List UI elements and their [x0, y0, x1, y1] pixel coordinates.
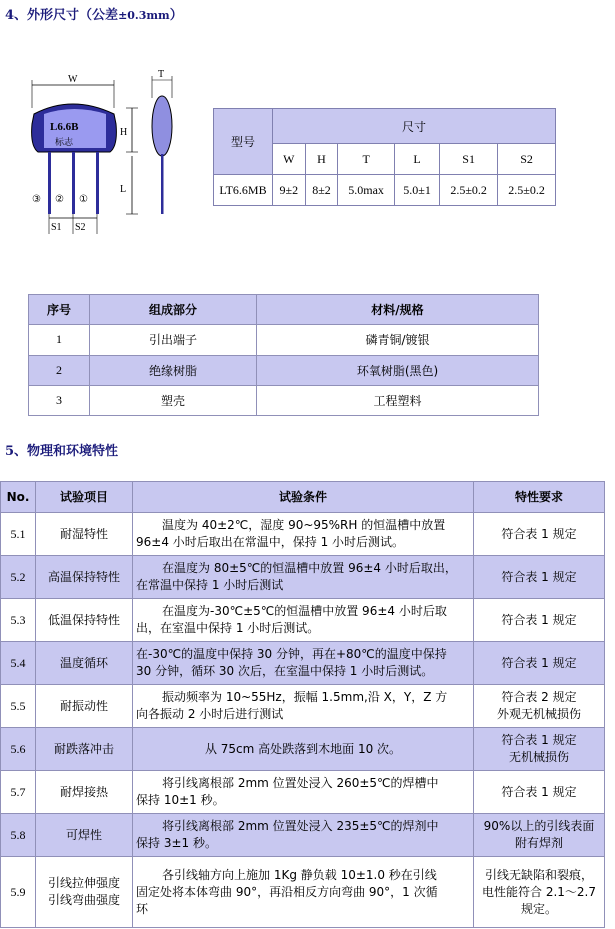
lead-3: [48, 152, 51, 214]
test-condition: 从 75cm 高处跌落到木地面 10 次。: [133, 728, 473, 770]
table-row: [29, 386, 538, 415]
section-number: 5、: [5, 444, 28, 459]
table-row: [1, 599, 604, 641]
test-no: 5.7: [1, 771, 35, 813]
side-view-lead: [161, 154, 164, 214]
col-header: W: [273, 144, 305, 174]
mat-header-no: 序号: [29, 295, 89, 324]
test-requirement: 引线无缺陷和裂痕， 电性能符合 2.1～2.7 规定。: [474, 857, 604, 927]
section-number: 4、: [5, 8, 28, 23]
test-item: 低温保持特性: [36, 599, 132, 641]
col-header: T: [338, 144, 394, 174]
mat-no: 2: [29, 356, 89, 385]
table-row: [1, 814, 604, 856]
dim-label-s2: S2: [75, 222, 86, 233]
test-requirement: 90%以上的引线表面 附有焊剂: [474, 814, 604, 856]
environment-test-table: [0, 481, 605, 928]
test-item: 耐振动性: [36, 685, 132, 727]
col-header: S2: [498, 144, 555, 174]
test-condition: 将引线离根部 2mm 位置处浸入 260±5℃的焊槽中 保持 10±1 秒。: [133, 771, 473, 813]
table-row: [1, 857, 604, 927]
test-condition: 各引线轴方向上施加 1Kg 静负载 10±1.0 秒在引线 固定处将本体弯曲 90°，再沿相反方向弯曲 90°，1 次循 环: [133, 857, 473, 927]
mat-header-material: 材料/规格: [257, 295, 538, 324]
table-row: [1, 642, 604, 684]
table-row: [1, 728, 604, 770]
table-row: [1, 513, 604, 555]
table-row: [1, 771, 604, 813]
test-requirement: 符合表 1 规定 无机械损伤: [474, 728, 604, 770]
size-header: 尺寸: [273, 109, 555, 143]
dim-label-l: L: [120, 184, 127, 195]
dim-value: 8±2: [306, 175, 338, 205]
mark-sub-text: 标志: [55, 137, 74, 147]
dim-value: 2.5±0.2: [498, 175, 555, 205]
pin-3-label: ③: [32, 194, 41, 205]
mat-material: 磷青铜/镀银: [257, 325, 538, 354]
mat-part: 塑壳: [90, 386, 256, 415]
test-condition: 温度为 40±2℃，湿度 90~95%RH 的恒温槽中放置 96±4 小时后取出在常温中，保持 1 小时后测试。: [133, 513, 473, 555]
tolerance-value: ±0.3mm: [118, 9, 170, 22]
test-item: 引线拉伸强度 引线弯曲强度: [36, 857, 132, 927]
test-requirement: 符合表 1 规定: [474, 556, 604, 598]
test-item: 高温保持特性: [36, 556, 132, 598]
test-item: 耐跌落冲击: [36, 728, 132, 770]
table-row: [1, 556, 604, 598]
dim-value: 5.0max: [338, 175, 394, 205]
test-no: 5.2: [1, 556, 35, 598]
env-header-item: 试验项目: [36, 482, 132, 512]
dim-value: 5.0±1: [395, 175, 439, 205]
table-row: [29, 356, 538, 385]
model-header: 型号: [214, 109, 272, 174]
lead-2: [72, 152, 75, 214]
table-row: [1, 685, 604, 727]
model-value: LT6.6MB: [214, 175, 272, 205]
test-condition: 在温度为 80±5℃的恒温槽中放置 96±4 小时后取出， 在常温中保持 1 小时后测试: [133, 556, 473, 598]
test-requirement: 符合表 2 规定 外观无机械损伤: [474, 685, 604, 727]
mat-header-part: 组成部分: [90, 295, 256, 324]
test-item: 耐焊接热: [36, 771, 132, 813]
dim-value: 2.5±0.2: [440, 175, 497, 205]
env-header-no: No.: [1, 482, 35, 512]
test-no: 5.5: [1, 685, 35, 727]
test-item: 可焊性: [36, 814, 132, 856]
test-no: 5.6: [1, 728, 35, 770]
test-requirement: 符合表 1 规定: [474, 771, 604, 813]
col-header: S1: [440, 144, 497, 174]
test-item: 温度循环: [36, 642, 132, 684]
dim-value: 9±2: [273, 175, 305, 205]
lead-1: [96, 152, 99, 214]
section-4-heading: [5, 4, 183, 23]
test-no: 5.3: [1, 599, 35, 641]
test-condition: 在-30℃的温度中保持 30 分钟，再在+80℃的温度中保持 30 分钟，循环 30 次后，在室温中保持 1 小时后测试。: [133, 642, 473, 684]
test-condition: 振动频率为 10~55Hz，振幅 1.5mm,沿 X，Y，Z 方 向各振动 2 小时后进行测试: [133, 685, 473, 727]
dim-label-h: H: [120, 127, 128, 138]
mat-part: 引出端子: [90, 325, 256, 354]
table-row: [29, 325, 538, 354]
dimension-table: [213, 108, 556, 206]
pin-1-label: ①: [79, 194, 88, 205]
component-outline-drawing: [22, 68, 182, 240]
test-no: 5.4: [1, 642, 35, 684]
pin-2-label: ②: [55, 194, 64, 205]
mat-material: 环氧树脂(黑色): [257, 356, 538, 385]
section-title: 物理和环境特性: [27, 444, 119, 459]
mat-no: 1: [29, 325, 89, 354]
mat-no: 3: [29, 386, 89, 415]
test-condition: 将引线离根部 2mm 位置处浸入 235±5℃的焊剂中 保持 3±1 秒。: [133, 814, 473, 856]
dim-label-s1: S1: [51, 222, 62, 233]
section-title: 外形尺寸（公差: [27, 8, 119, 23]
side-view-body: [152, 96, 172, 156]
env-header-requirement: 特性要求: [474, 482, 604, 512]
section-5-heading: [5, 440, 118, 459]
material-table: [28, 294, 539, 416]
test-requirement: 符合表 1 规定: [474, 599, 604, 641]
dim-label-w: W: [68, 74, 78, 85]
part-mark-text: L6.6B: [50, 121, 79, 133]
test-no: 5.1: [1, 513, 35, 555]
test-no: 5.9: [1, 857, 35, 927]
mat-part: 绝缘树脂: [90, 356, 256, 385]
dim-label-t: T: [158, 69, 165, 80]
test-requirement: 符合表 1 规定: [474, 513, 604, 555]
mat-material: 工程塑料: [257, 386, 538, 415]
env-header-condition: 试验条件: [133, 482, 473, 512]
test-condition: 在温度为-30℃±5℃的恒温槽中放置 96±4 小时后取 出，在室温中保持 1 小时后测试。: [133, 599, 473, 641]
test-no: 5.8: [1, 814, 35, 856]
col-header: L: [395, 144, 439, 174]
test-requirement: 符合表 1 规定: [474, 642, 604, 684]
col-header: H: [306, 144, 338, 174]
closing-paren: ）: [169, 8, 183, 23]
test-item: 耐湿特性: [36, 513, 132, 555]
